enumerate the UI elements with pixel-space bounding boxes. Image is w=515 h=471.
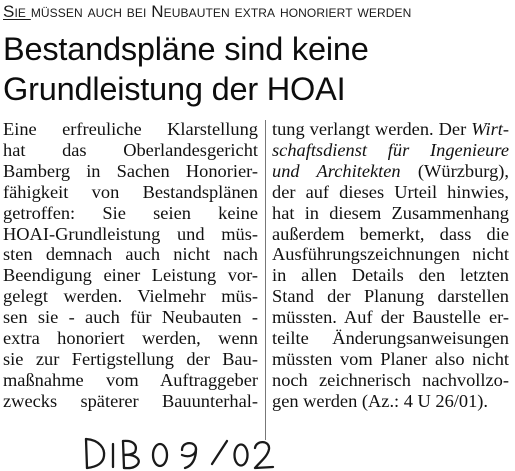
body-line: Eine erfreuliche Klarstellung [3, 119, 258, 139]
body-line: Stand der Planung darstellen [272, 286, 509, 307]
body-line: müssten. Auf der Baustelle er- [272, 307, 509, 328]
body-line: in allen Details den letzten [272, 265, 509, 286]
body-line: sie zur Fertigstellung der Bau- [3, 348, 258, 369]
headline-line: Bestandspläne sind keine [3, 31, 369, 67]
body-line: extra honoriert werden, wenn [3, 328, 258, 349]
publication-name: Wirt- [471, 119, 509, 139]
kicker-text-part: Neubauten [151, 2, 235, 21]
body-line: getroffen: Sie seien keine [3, 202, 258, 223]
body-line: noch zeichnerisch nachvollzo- [272, 369, 509, 390]
kicker-text-part: müssen auch bei [30, 2, 152, 21]
kicker-text-part: honoriert werden [275, 2, 412, 21]
body-line: Beendigung einer Leistung vor- [3, 265, 258, 286]
kicker-text-part: extra [234, 2, 276, 21]
body-text: (Würzburg), [400, 160, 509, 181]
body-line: sten demnach auch nicht nach [3, 244, 258, 265]
body-line: der auf dieses Urteil hinwies, [272, 181, 509, 202]
body-line: müssten vom Planer also nicht [272, 348, 509, 369]
body-line: teilte Änderungsanweisungen [272, 328, 509, 349]
body-line: HOAI-Grundleistung und müs- [3, 223, 258, 244]
body-text: tung verlangt werden. Der [272, 119, 472, 139]
body-line: Bamberg in Sachen Honorier- [3, 160, 258, 181]
body-line: zwecks späterer Bauunterhal- [3, 390, 258, 411]
body-line: fähigkeit von Bestandsplänen [3, 181, 258, 202]
body-line: hat in diesem Zusammenhang [272, 202, 509, 223]
headline-line: Grundleistung der HOAI [3, 71, 346, 107]
publication-name: schaftsdienst für Ingenieure [272, 139, 509, 160]
body-line: maßnahme vom Auftraggeber [3, 369, 258, 390]
publication-name: und Architekten [272, 160, 401, 181]
body-line: gen werden (Az.: 4 U 26/01). [272, 390, 489, 411]
body-line: außerdem bemerkt, dass die [272, 223, 509, 244]
body-line: sen sie - auch für Neubauten - [3, 307, 258, 328]
body-line: hat das Oberlandesgericht [3, 139, 258, 160]
kicker-text-part: Sie [3, 2, 31, 21]
body-line: gelegt werden. Vielmehr müs- [3, 286, 258, 307]
body-line: Ausführungszeichnungen nicht [272, 244, 509, 265]
